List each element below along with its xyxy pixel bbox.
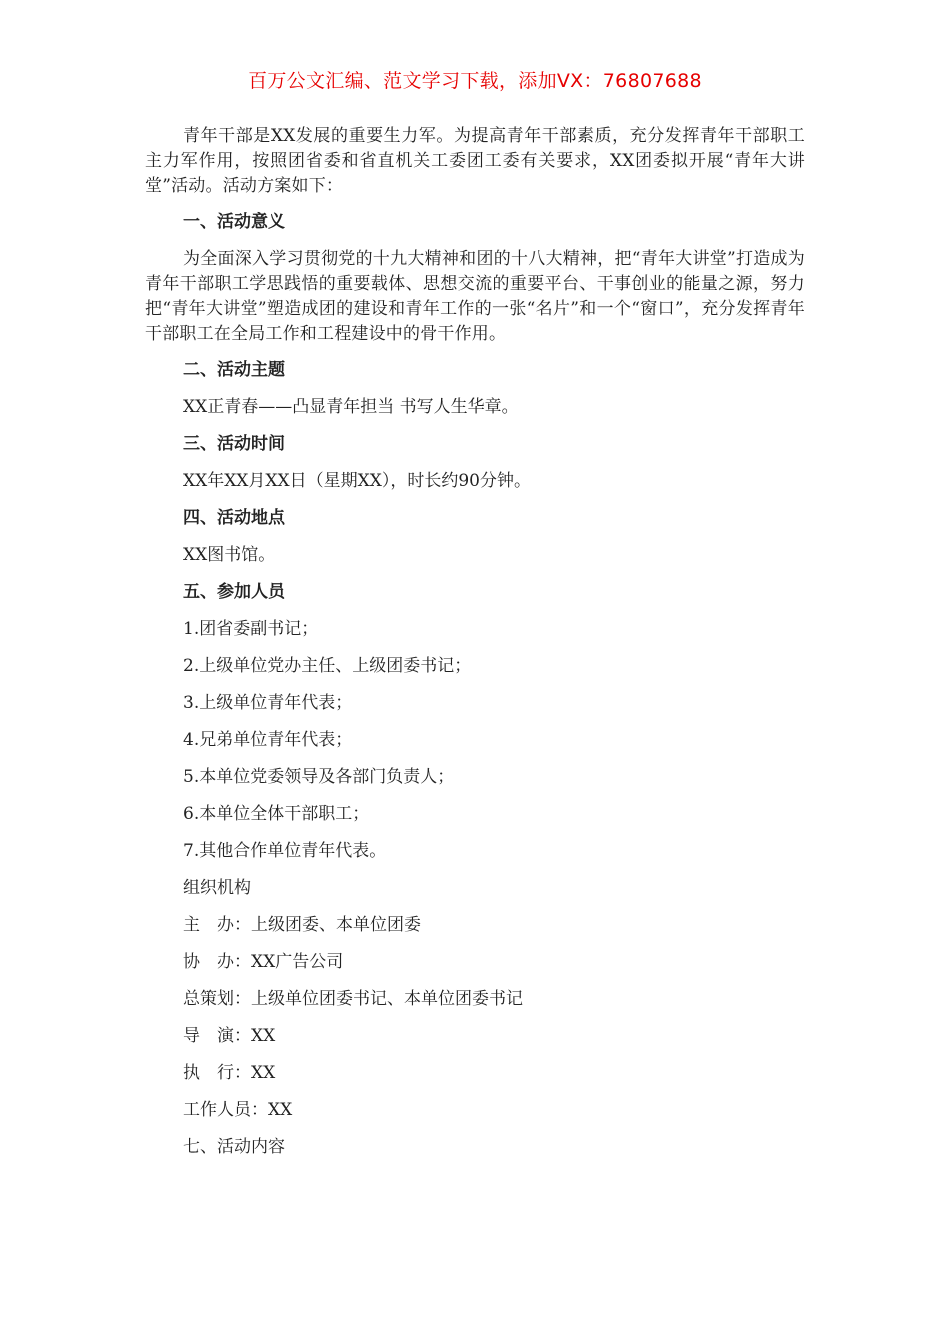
section-heading-location: 四、活动地点 [183, 508, 285, 528]
participant-item: 6.本单位全体干部职工； [183, 804, 370, 824]
section-heading-theme: 二、活动主题 [183, 360, 285, 380]
organization-item: 执 行：XX [183, 1063, 276, 1083]
participant-item: 4.兄弟单位青年代表； [183, 730, 353, 750]
section-heading-organization: 组织机构 [183, 878, 251, 898]
organization-item: 主 办：上级团委、本单位团委 [183, 915, 421, 935]
participant-item: 3.上级单位青年代表； [183, 693, 353, 713]
participant-item: 7.其他合作单位青年代表。 [183, 841, 387, 861]
organization-item: 工作人员：XX [183, 1100, 293, 1120]
participant-item: 5.本单位党委领导及各部门负责人； [183, 767, 455, 787]
intro-paragraph: 青年干部是XX发展的重要生力军。为提高青年干部素质，充分发挥青年干部职工主力军作用，按照团省委和省直机关工委团工委有关要求，XX团委拟开展“青年大讲堂”活动。活动方案如下： [145, 126, 805, 196]
section-heading-significance: 一、活动意义 [183, 212, 285, 232]
header-banner: 百万公文汇编、范文学习下载，添加VX：76807688 [248, 70, 702, 92]
significance-paragraph: 为全面深入学习贯彻党的十九大精神和团的十八大精神，把“青年大讲堂”打造成为青年干部职工学思践悟的重要载体、思想交流的重要平台、干事创业的能量之源，努力把“青年大讲堂”塑造成团的建设和青年工作的一张“名片”和一个“窗口”，充分发挥青年干部职工在全局工作和工程建设中的骨干作用。 [145, 249, 805, 344]
time-text: XX年XX月XX日（星期XX），时长约90分钟。 [183, 471, 531, 491]
participant-item: 1.团省委副书记； [183, 619, 319, 639]
participant-item: 2.上级单位党办主任、上级团委书记； [183, 656, 472, 676]
location-text: XX图书馆。 [183, 545, 276, 565]
document-body [145, 124, 805, 1172]
theme-text: XX正青春——凸显青年担当 书写人生华章。 [183, 397, 519, 417]
organization-item: 导 演：XX [183, 1026, 276, 1046]
section-heading-participants: 五、参加人员 [183, 582, 285, 602]
organization-item: 协 办：XX广告公司 [183, 952, 344, 972]
organization-item: 总策划：上级单位团委书记、本单位团委书记 [183, 989, 523, 1009]
section-heading-content: 七、活动内容 [183, 1137, 285, 1157]
section-heading-time: 三、活动时间 [183, 434, 285, 454]
